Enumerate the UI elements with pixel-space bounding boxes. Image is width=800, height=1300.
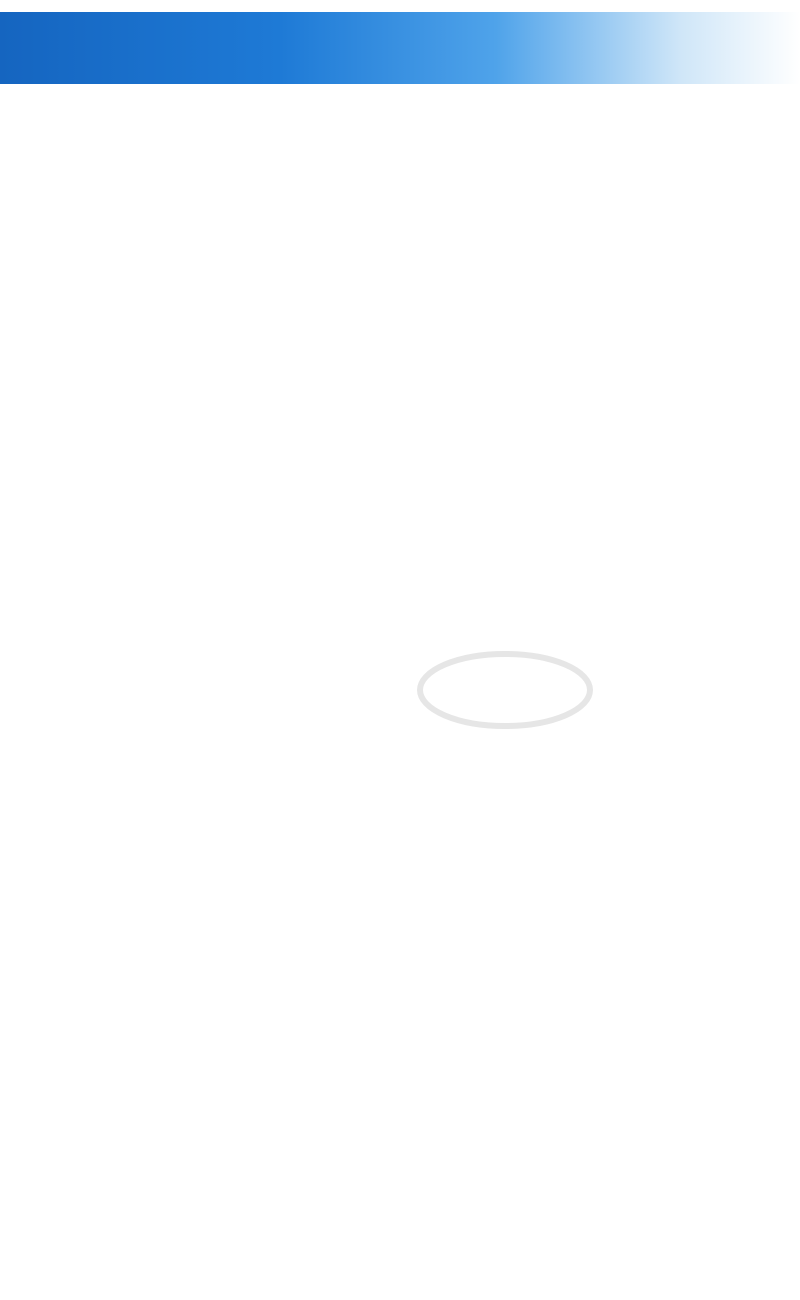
title-banner	[0, 12, 800, 84]
watermark-logo	[415, 640, 595, 740]
